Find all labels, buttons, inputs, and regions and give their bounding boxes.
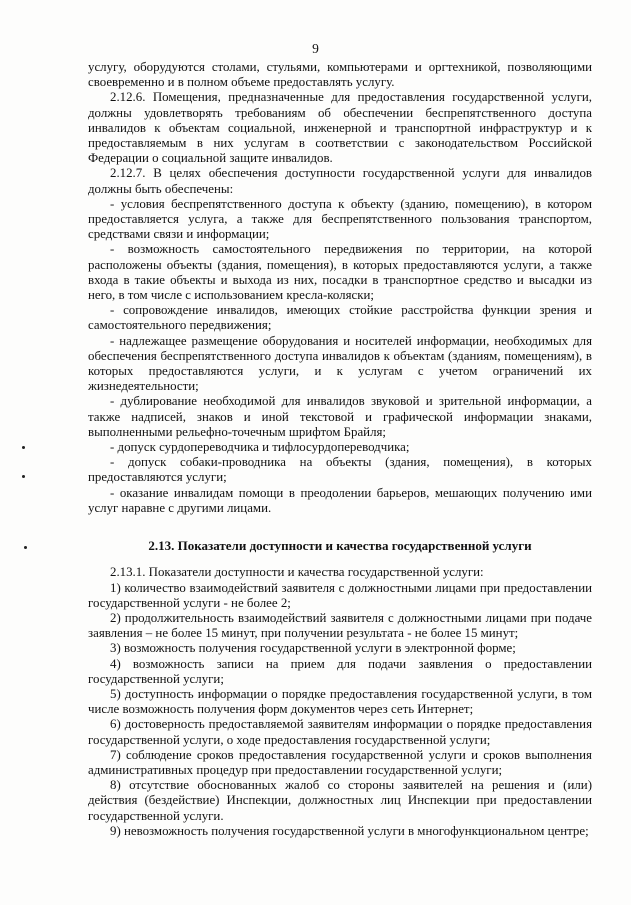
indicator-2: 2) продолжительность взаимодействий заявителя с должностными лицами при подаче заявления – не более 15 минут, при получении результата - не более 15 минут; [88,610,592,641]
indicator-1: 1) количество взаимодействий заявителя с должностными лицами при предоставлении государственной услуги - не более 2; [88,580,592,610]
indicator-9: 9) невозможность получения государственной услуги в многофункциональном центре; [110,823,589,838]
indicator-5: 5) доступность информации о порядке предоставления государственной услуги, в том числе возможность получения форм документов через сеть Интернет; [88,686,592,717]
spacer [88,553,592,565]
paragraph-2-12-6: 2.12.6. Помещения, предназначенные для предоставления государственной услуги, должны удовлетворять требованиям об обеспечении беспрепятственного доступа инвалидов к объектам социальной, инженерной и транспортной инфраструктур и к предоставляемым в них услугам в соответствии с законодательством Российской Федерации о социальной защите инвалидов. [88,90,592,166]
indicator-8: 8) отсутствие обоснованных жалоб со стороны заявителей на решения и (или) действия (бездействие) Инспекции, должностных лиц Инспекции при предоставлении государственной услуги. [88,778,592,823]
indicator-4: 4) возможность записи на прием для подачи заявления о предоставлении государственной услуги; [88,656,592,686]
scan-speck [22,446,25,449]
list-item-equipment-placement: - надлежащее размещение оборудования и носителей информации, необходимых для обеспечения беспрепятственного доступа инвалидов к объектам (зданиям, помещениям), в которых предоставляются услуги, и к услугам с учетом ограничений их жизнедеятельности; [88,333,592,394]
list-item-guide-dog: - допуск собаки-проводника на объекты (здания, помещения), в которых предоставляются услуги; [88,455,592,485]
indicator-3: 3) возможность получения государственной услуги в электронной форме; [110,641,516,656]
section-heading: 2.13. Показатели доступности и качества государственной услуги [148,538,532,554]
list-item-escort: - сопровождение инвалидов, имеющих стойкие расстройства функции зрения и самостоятельного передвижения; [88,303,592,333]
list-item-movement: - возможность самостоятельного передвижения по территории, на которой расположены объекты (здания, помещения), в которых предоставляются услуги, а также входа в такие объекты и выхода из них, посадки в транспортное средство и высадки из него, в том числе с использованием кресла-коляски; [88,242,592,303]
list-item-sign-interpreter: - допуск сурдопереводчика и тифлосурдопереводчика; [110,440,410,455]
document-body [88,60,592,839]
spacer [88,516,592,538]
scan-speck [24,546,27,549]
paragraph-2-13-1: 2.13.1. Показатели доступности и качества государственной услуги: [110,565,484,580]
indicator-6: 6) достоверность предоставляемой заявителям информации о порядке предоставления государственной услуги, о ходе предоставления государственной услуги; [88,717,592,747]
list-item-access-conditions: - условия беспрепятственного доступа к объекту (зданию, помещению), в котором предоставляется услуга, а также для беспрепятственного пользования транспортом, средствами связи и информации; [88,196,592,242]
indicator-7: 7) соблюдение сроков предоставления государственной услуги и сроков выполнения административных процедур при предоставлении государственной услуги; [88,747,592,777]
page-number: 9 [312,41,319,56]
list-item-braille: - дублирование необходимой для инвалидов звуковой и зрительной информации, а также надписей, знаков и иной текстовой и графической информации знаками, выполненными рельефно-точечным шрифтом Брайля; [88,394,592,439]
scan-speck [22,475,25,478]
list-item-barrier-help: - оказание инвалидам помощи в преодолении барьеров, мешающих получению ими услуг наравне с другими лицами. [88,485,592,515]
paragraph-2-12-7: 2.12.7. В целях обеспечения доступности государственной услуги для инвалидов должны быть обеспечены: [88,166,592,196]
paragraph-continuation: услугу, оборудуются столами, стульями, компьютерами и оргтехникой, позволяющими своевременно и в полном объеме предоставлять услугу. [88,60,592,90]
